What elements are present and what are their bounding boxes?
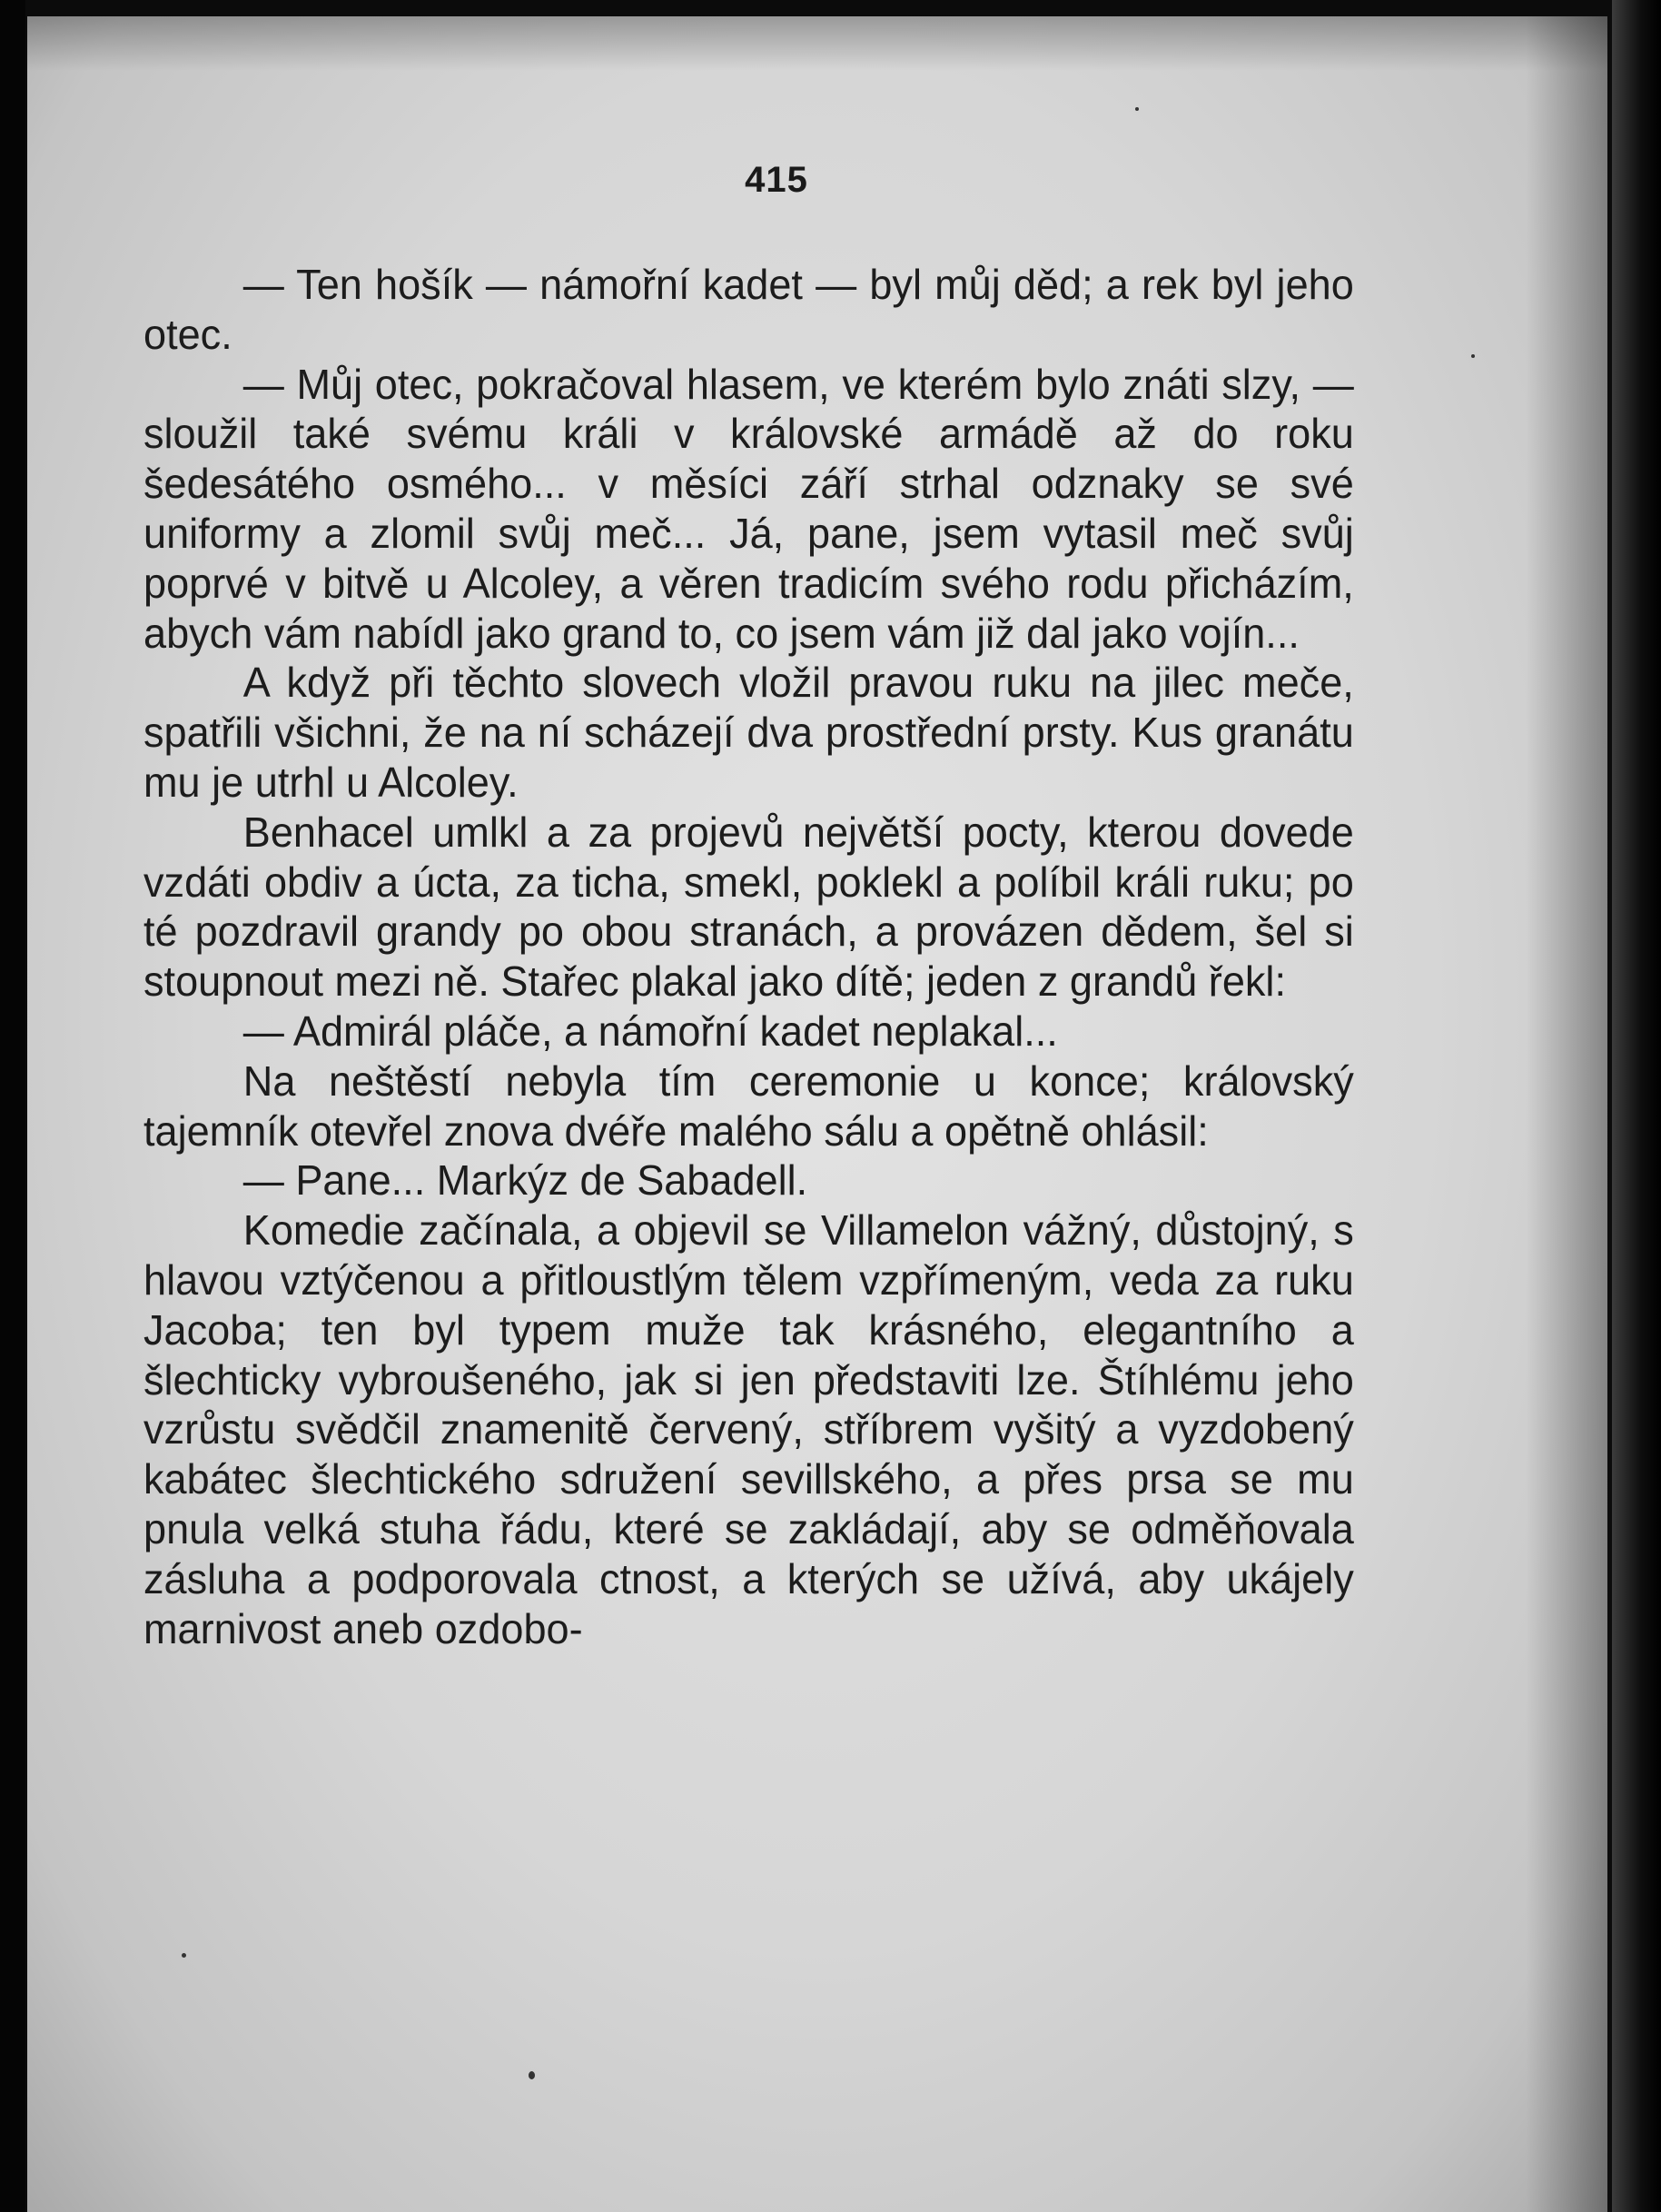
paragraph-2: — Můj otec, pokračoval hlasem, ve kterém bylo znáti slzy, — sloužil také svému králi v královské armádě až do roku šedesátého osmého... v měsíci září strhal odznaky se své uniformy a zlomil svůj meč... Já, pane, jsem vytasil meč svůj poprvé v bitvě u Alcoley, a věren tradicím svého rodu přicházím, abych vám nabídl jako grand to, co jsem vám již dal jako vojín... [143,360,1354,657]
paragraph-3: A když při těchto slovech vložil pravou ruku na jilec meče, spatřili všichni, že na ní scházejí dva prostřední prsty. Kus granátu mu je utrhl u Alcoley. [143,659,1354,806]
scan-speck [182,1953,186,1958]
scan-speck [1471,354,1475,358]
scan-left-edge [0,0,25,2212]
paper-top-shadow [27,16,1607,71]
paragraph-1: — Ten hošík — námořní kadet — byl můj děd; a rek byl jeho otec. [143,261,1354,358]
paragraph-5: — Admirál pláče, a námořní kadet neplakal... [242,1007,1058,1055]
scan-speck [529,2071,535,2079]
page-number: 415 [745,160,808,200]
paragraph-8: Komedie začínala, a objevil se Villamelon vážný, důstojný, s hlavou vztýčenou a přitloustlým tělem vzpřímeným, veda za ruku Jacoba; ten byl typem muže tak krásného, elegantního a šlechticky vybroušeného, jak si jen představiti lze. Štíhlému jeho vzrůstu svědčil znamenitě červený, stříbrem vyšitý a vyzdobený kabátec šlechtického sdružení sevillského, a přes prsa se mu pnula velká stuha řádu, které se zakládají, aby se odměňovala zásluha a podporovala ctnost, a kterých se užívá, aby ukájely marnivost aneb ozdobo- [143,1206,1354,1652]
paragraph-6: Na neštěstí nebyla tím ceremonie u konce; královský tajemník otevřel znova dvéře malého sálu a opětně ohlásil: [143,1056,1354,1155]
scan-speck [1135,107,1139,111]
paragraph-7: — Pane... Markýz de Sabadell. [242,1156,808,1205]
paragraph-4: Benhacel umlkl a za projevů největší pocty, kterou dovede vzdáti obdiv a úcta, za ticha, smekl, poklekl a políbil králi ruku; po té pozdravil grandy po obou stranách, a provázen dědem, šel si stoupnout mezi ně. Stařec plakal jako dítě; jeden z grandů řekl: [143,808,1354,1006]
paper-right-shadow [1526,16,1607,2212]
body-text [143,260,1354,1653]
paper-sheet [27,16,1607,2212]
scan-right-edge [1612,0,1661,2212]
